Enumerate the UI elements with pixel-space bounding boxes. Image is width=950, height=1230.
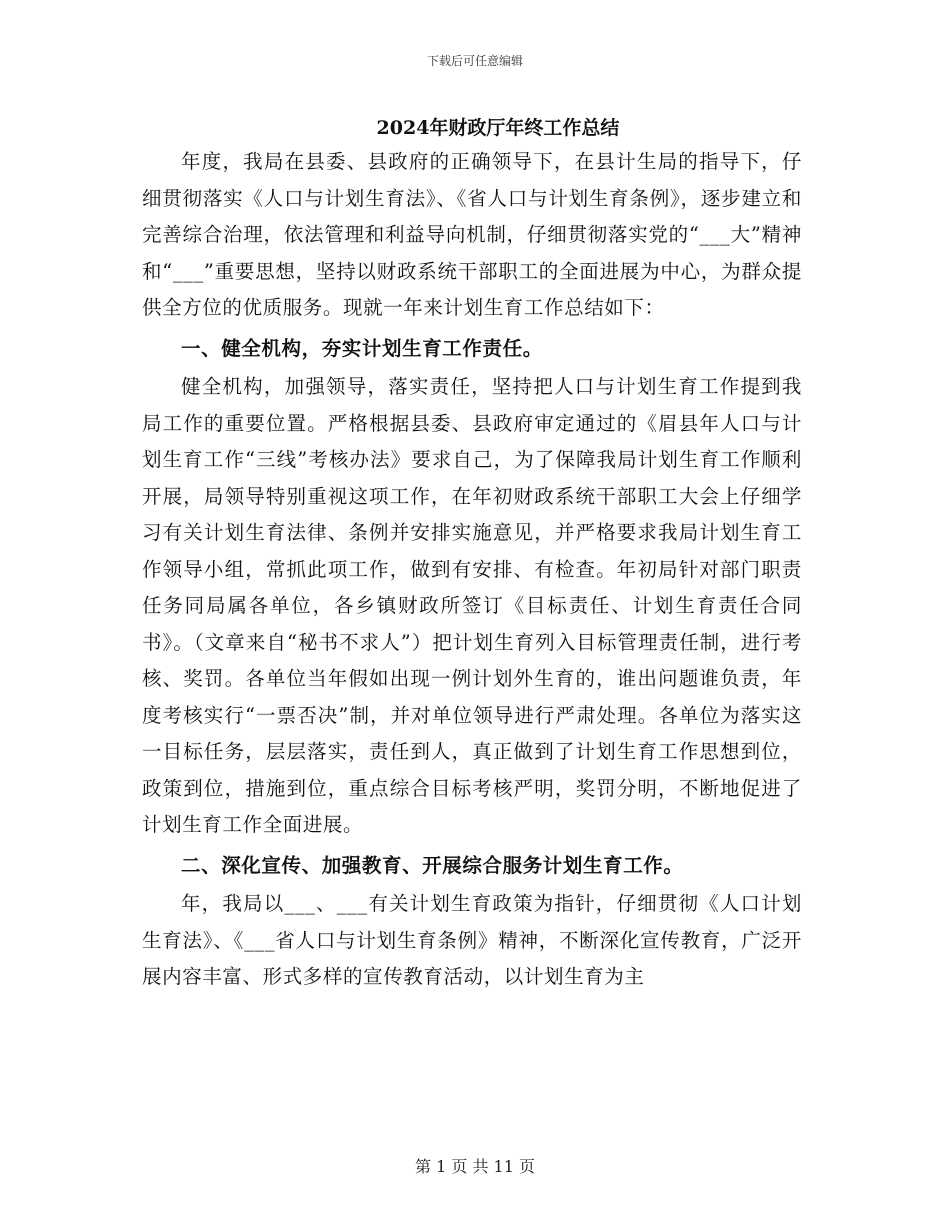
document-title: 2024年财政厅年终工作总结 bbox=[376, 117, 620, 139]
section-heading-2: 二、深化宣传、加强教育、开展综合服务计划生育工作。 bbox=[181, 853, 684, 877]
page-header-note: 下载后可任意编辑 bbox=[426, 54, 523, 68]
section-heading-1: 一、健全机构，夯实计划生育工作责任。 bbox=[181, 336, 543, 360]
page-number: 第 1 页 共 11 页 bbox=[415, 1157, 535, 1176]
paragraph-intro: 年度，我局在县委、县政府的正确领导下，在县计生局的指导下，仔细贯彻落实《人口与计划生育法》、《省人口与计划生育条例》，逐步建立和完善综合治理，依法管理和利益导向机制，仔细贯彻落实党的“___大”精神和“___”重要思想，坚持以财政系统干部职工的全面进展为中心，为群众提供全方位的优质服务。现就一年来计划生育工作总结如下： bbox=[142, 150, 802, 319]
paragraph-section-2: 年，我局以___、___有关计划生育政策为指针，仔细贯彻《人口计划生育法》、《___省人口与计划生育条例》精神，不断深化宣传教育，广泛开展内容丰富、形式多样的宣传教育活动，以计划生育为主 bbox=[142, 892, 802, 988]
document-body bbox=[142, 144, 802, 996]
paragraph-section-1: 健全机构，加强领导，落实责任，坚持把人口与计划生育工作提到我局工作的重要位置。严格根据县委、县政府审定通过的《眉县年人口与计划生育工作“三线”考核办法》要求自己，为了保障我局计划生育工作顺利开展，局领导特别重视这项工作，在年初财政系统干部职工大会上仔细学习有关计划生育法律、条例并安排实施意见，并严格要求我局计划生育工作领导小组，常抓此项工作，做到有安排、有检查。年初局针对部门职责任务同局属各单位，各乡镇财政所签订《目标责任、计划生育责任合同书》。（文章来自“秘书不求人”）把计划生育列入目标管理责任制，进行考核、奖罚。各单位当年假如出现一例计划外生育的，谁出问题谁负责，年度考核实行“一票否决”制，并对单位领导进行严肃处理。各单位为落实这一目标任务，层层落实，责任到人，真正做到了计划生育工作思想到位，政策到位，措施到位，重点综合目标考核严明，奖罚分明，不断地促进了计划生育工作全面进展。 bbox=[142, 375, 802, 836]
